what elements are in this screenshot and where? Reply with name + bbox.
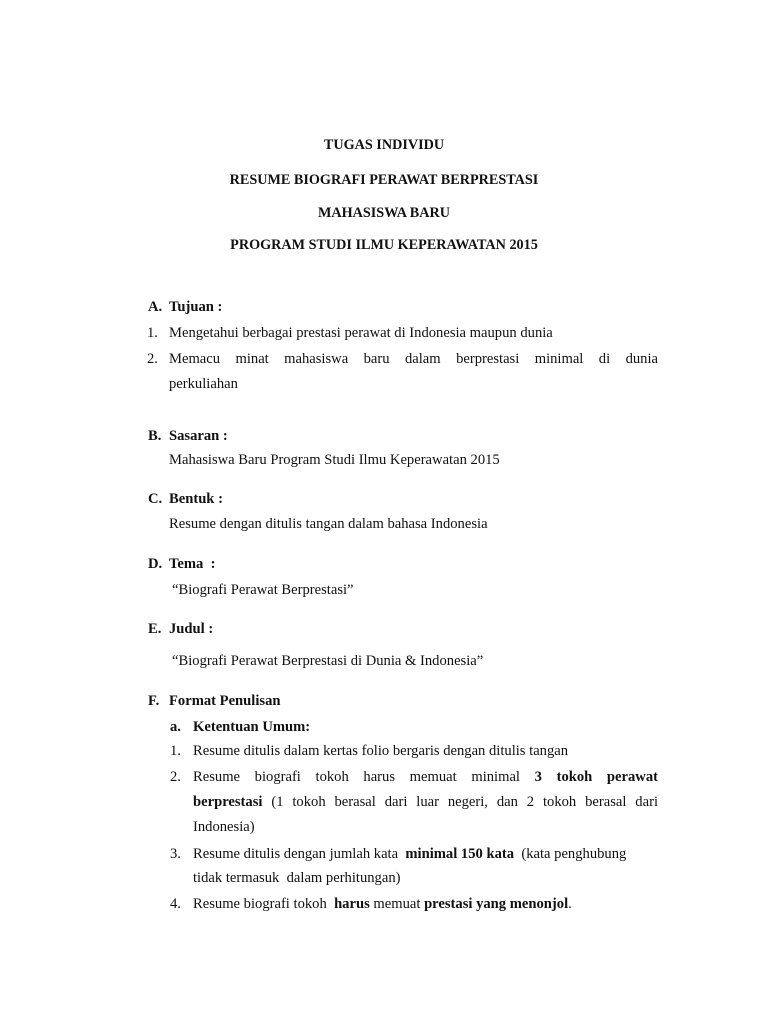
doc-title-3: MAHASISWA BARU — [317, 205, 451, 221]
section-d-text: “Biografi Perawat Berprestasi” — [172, 582, 354, 598]
doc-title-1: TUGAS INDIVIDU — [323, 137, 445, 153]
section-e-letter: E. — [148, 621, 162, 637]
f-item2-line2 — [193, 794, 658, 811]
f-item3-num: 3. — [170, 846, 181, 862]
section-c-letter: C. — [148, 491, 163, 507]
section-a-title: Tujuan : — [169, 299, 223, 315]
doc-title-4: PROGRAM STUDI ILMU KEPERAWATAN 2015 — [230, 237, 538, 253]
section-b-letter: B. — [148, 428, 162, 444]
section-f-letter: F. — [148, 693, 160, 709]
f-item4-num: 4. — [170, 896, 181, 912]
section-f-sub-a-letter: a. — [170, 719, 181, 735]
f-item4-pre: Resume biografi tokoh — [193, 896, 335, 912]
f-item3-line1-pre: Resume ditulis dengan jumlah kata — [193, 846, 406, 862]
section-a-letter: A. — [148, 299, 163, 315]
section-a-item2-line1: Memacu minat mahasiswa baru dalam berprestasi minimal di dunia — [169, 351, 658, 367]
f-item2-line2-text: (1 tokoh berasal dari luar negeri, dan 2 tokoh berasal dari — [262, 794, 658, 810]
section-e-text: “Biografi Perawat Berprestasi di Dunia & Indonesia” — [172, 653, 484, 669]
f-item2-num: 2. — [170, 769, 181, 785]
section-d-letter: D. — [148, 556, 163, 572]
f-item2-line1-text: Resume biografi tokoh harus memuat minimal — [193, 769, 535, 785]
section-b-title: Sasaran : — [169, 428, 228, 444]
f-item3-line1 — [193, 846, 626, 863]
f-item1-num: 1. — [170, 743, 181, 759]
section-f-sub-a-title: Ketentuan Umum: — [193, 719, 311, 735]
f-item2-line3: Indonesia) — [193, 819, 255, 835]
section-f-title: Format Penulisan — [169, 693, 281, 709]
section-a-item1: Mengetahui berbagai prestasi perawat di Indonesia maupun dunia — [169, 325, 553, 341]
f-item2-line2-bold: berprestasi — [193, 794, 263, 810]
f-item1: Resume ditulis dalam kertas folio bergaris dengan ditulis tangan — [193, 743, 569, 759]
section-e-title: Judul : — [169, 621, 214, 637]
f-item2-line1-bold: 3 tokoh perawat — [534, 769, 658, 785]
section-b-text: Mahasiswa Baru Program Studi Ilmu Keperawatan 2015 — [169, 452, 500, 468]
section-c-text: Resume dengan ditulis tangan dalam bahasa Indonesia — [169, 516, 488, 532]
doc-title-2: RESUME BIOGRAFI PERAWAT BERPRESTASI — [229, 172, 539, 188]
f-item3-line1-post: (kata penghubung — [514, 846, 627, 862]
section-a-item2-line2: perkuliahan — [169, 376, 238, 392]
f-item3-line1-bold: minimal 150 kata — [405, 846, 515, 862]
f-item4-mid: memuat — [369, 896, 425, 912]
f-item4-post: . — [568, 896, 572, 912]
f-item4-bold1: harus — [334, 896, 370, 912]
section-d-title: Tema : — [169, 556, 216, 572]
section-c-title: Bentuk : — [169, 491, 223, 507]
section-a-item2-num: 2. — [147, 351, 158, 367]
f-item3-line2: tidak termasuk dalam perhitungan) — [193, 870, 401, 886]
section-a-item1-num: 1. — [147, 325, 158, 341]
f-item4-bold2: prestasi yang menonjol — [424, 896, 569, 912]
f-item2-line1 — [193, 769, 658, 786]
f-item4-line — [193, 896, 572, 913]
